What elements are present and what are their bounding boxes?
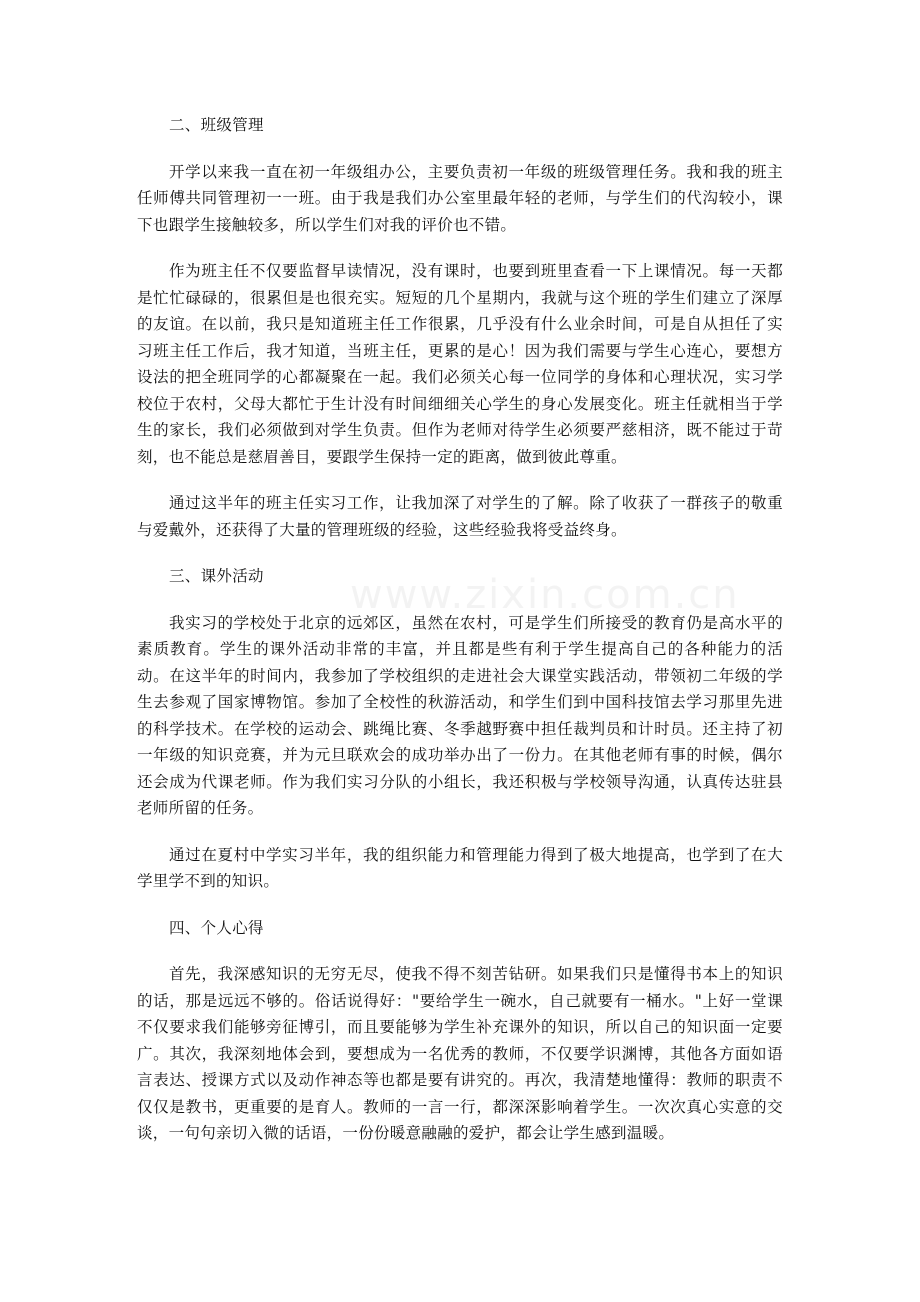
section-heading-personal-insights: 四、个人心得 [169, 918, 264, 937]
paragraph: 开学以来我一直在初一年级组办公，主要负责初一年级的班级管理任务。我和我的班主任师傅共同管理初一一班。由于我是我们办公室里最年轻的老师，与学生们的代沟较小，课下也跟学生接触较多，所以学生们对我的评价也不错。 [137, 162, 783, 234]
section-heading-extracurricular: 三、课外活动 [169, 567, 264, 585]
paragraph: 我实习的学校处于北京的远郊区，虽然在农村，可是学生们所接受的教育仍是高水平的素质教育。学生的课外活动非常的丰富，并且都是些有利于学生提高自己的各种能力的活动。在这半年的时间内，我参加了学校组织的走进社会大课堂实践活动，带领初二年级的学生去参观了国家博物馆。参加了全校性的秋游活动，和学生们到中国科技馆去学习那里先进的科学技术。在学校的运动会、跳绳比赛、冬季越野赛中担任裁判员和计时员。还主持了初一年级的知识竞赛，并为元旦联欢会的成功举办出了一份力。在其他老师有事的时候，偶尔还会成为代课老师。作为我们实习分队的小组长，我还积极与学校领导沟通，认真传达驻县老师所留的任务。 [137, 613, 783, 817]
document-body [137, 112, 783, 1167]
paragraph: 通过这半年的班主任实习工作，让我加深了对学生的了解。除了收获了一群孩子的敬重与爱戴外，还获得了大量的管理班级的经验，这些经验我将受益终身。 [137, 494, 783, 539]
paragraph: 作为班主任不仅要监督早读情况，没有课时，也要到班里查看一下上课情况。每一天都是忙忙碌碌的，很累但是也很充实。短短的几个星期内，我就与这个班的学生们建立了深厚的友谊。在以前，我只是知道班主任工作很累，几乎没有什么业余时间，可是自从担任了实习班主任工作后，我才知道，当班主任，更累的是心！因为我们需要与学生心连心，要想方设法的把全班同学的心都凝聚在一起。我们必须关心每一位同学的身体和心理状况，实习学校位于农村，父母大都忙于生计没有时间细细关心学生的身心发展变化。班主任就相当于学生的家长，我们必须做到对学生负责。但作为老师对待学生必须要严慈相济，既不能过于苛刻，也不能总是慈眉善目，要跟学生保持一定的距离，做到彼此尊重。 [137, 262, 783, 466]
watermark: www.zixin.com.cn [350, 572, 740, 618]
paragraph: 首先，我深感知识的无穷无尽，使我不得不刻苦钻研。如果我们只是懂得书本上的知识的话，那是远远不够的。俗话说得好："要给学生一碗水，自己就要有一桶水。"上好一堂课不仅要求我们能够旁征博引，而且要能够为学生补充课外的知识，所以自己的知识面一定要广。其次，我深刻地体会到，要想成为一名优秀的教师，不仅要学识渊博，其他各方面如语言表达、授课方式以及动作神态等也都是要有讲究的。再次，我清楚地懂得：教师的职责不仅仅是教书，更重要的是育人。教师的一言一行，都深深影响着学生。一次次真心实意的交谈，一句句亲切入微的话语，一份份暖意融融的爱护，都会让学生感到温暖。 [137, 965, 783, 1142]
paragraph: 通过在夏村中学实习半年，我的组织能力和管理能力得到了极大地提高，也学到了在大学里学不到的知识。 [137, 845, 783, 890]
section-heading-class-management: 二、班级管理 [169, 116, 264, 134]
